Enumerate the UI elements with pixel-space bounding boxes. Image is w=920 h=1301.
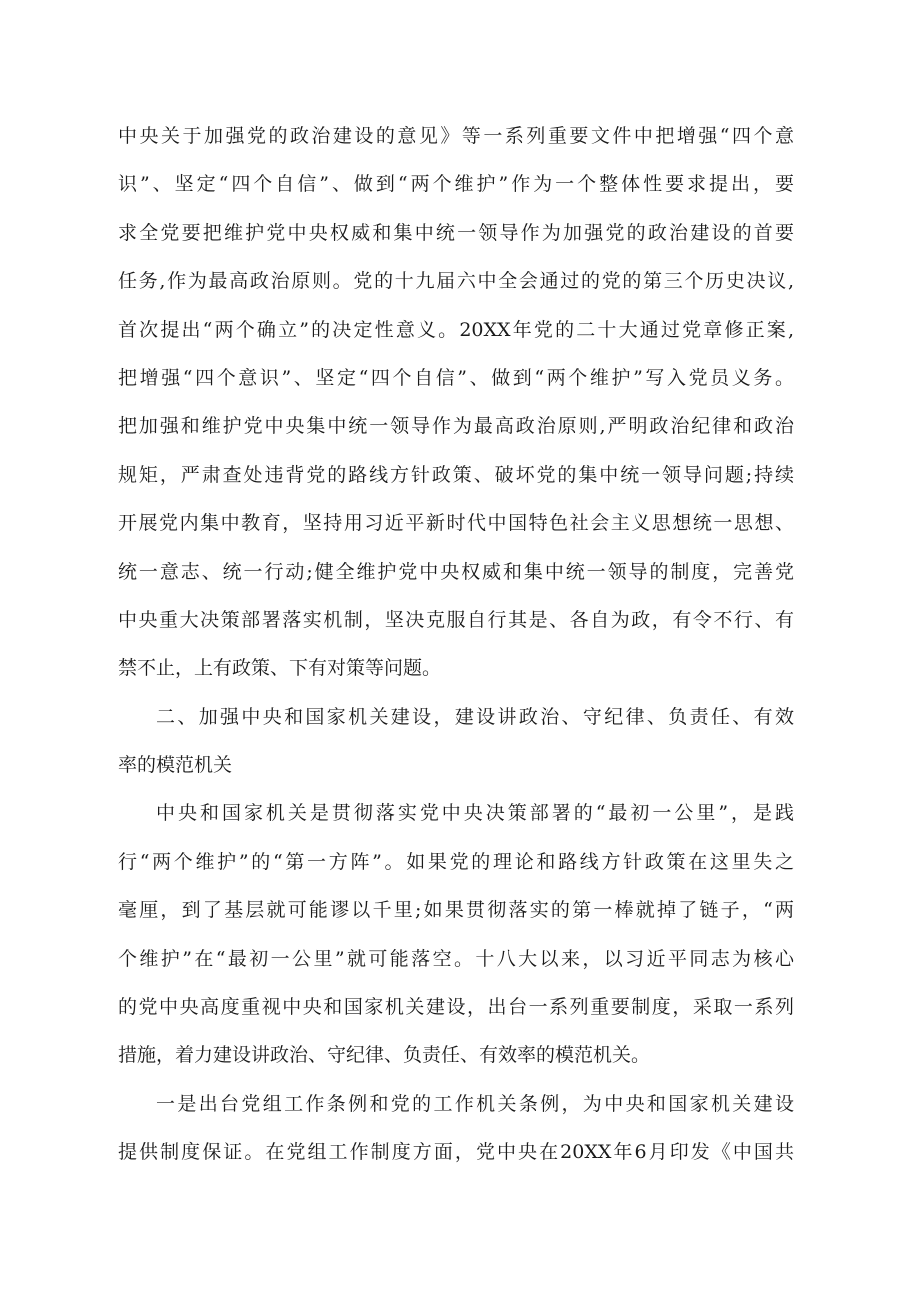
text-line: 一是出台党组工作条例和党的工作机关条例，为中央和国家机关建设 [156, 1092, 794, 1115]
text-line: 识”、坚定“四个自信”、做到“两个维护”作为一个整体性要求提出，要 [118, 173, 794, 196]
text-line: 措施，着力建设讲政治、守纪律、负责任、有效率的模范机关。 [118, 1044, 651, 1067]
text-line: 提供制度保证。在党组工作制度方面，党中央在20XX年6月印发《中国共 [118, 1141, 794, 1164]
document-body [118, 112, 794, 1177]
text-line: 把加强和维护党中央集中统一领导作为最高政治原则,严明政治纪律和政治 [118, 415, 794, 438]
text-line: 中央重大决策部署落实机制，坚决克服自行其是、各自为政，有令不行、有 [118, 608, 794, 631]
text-line: 行“两个维护”的“第一方阵”。如果党的理论和路线方针政策在这里失之 [118, 850, 794, 873]
text-line: 求全党要把维护党中央权威和集中统一领导作为加强党的政治建设的首要 [118, 221, 794, 244]
text-line: 首次提出“两个确立”的决定性意义。20XX年党的二十大通过党章修正案, [118, 318, 794, 341]
text-line: 毫厘，到了基层就可能谬以千里;如果贯彻落实的第一棒就掉了链子，“两 [118, 899, 794, 922]
text-line: 禁不止，上有政策、下有对策等问题。 [118, 657, 442, 680]
text-line: 中央关于加强党的政治建设的意见》等一系列重要文件中把增强“四个意 [118, 125, 794, 147]
text-line: 二、加强中央和国家机关建设，建设讲政治、守纪律、负责任、有效 [156, 705, 794, 728]
text-line: 把增强“四个意识”、坚定“四个自信”、做到“两个维护”写入党员义务。 [118, 366, 794, 389]
text-line: 个维护”在“最初一公里”就可能落空。十八大以来，以习近平同志为核心 [118, 947, 794, 970]
text-line: 率的模范机关 [118, 754, 233, 777]
text-line: 任务,作为最高政治原则。党的十九届六中全会通过的党的第三个历史决议, [118, 270, 794, 293]
text-line: 中央和国家机关是贯彻落实党中央决策部署的“最初一公里”，是践 [156, 802, 794, 825]
text-line: 统一意志、统一行动;健全维护党中央权威和集中统一领导的制度，完善党 [118, 560, 794, 583]
text-line: 的党中央高度重视中央和国家机关建设，出台一系列重要制度，采取一系列 [118, 996, 794, 1019]
text-line: 开展党内集中教育，坚持用习近平新时代中国特色社会主义思想统一思想、 [118, 512, 794, 535]
text-line: 规矩，严肃查处违背党的路线方针政策、破坏党的集中统一领导问题;持续 [118, 463, 794, 486]
